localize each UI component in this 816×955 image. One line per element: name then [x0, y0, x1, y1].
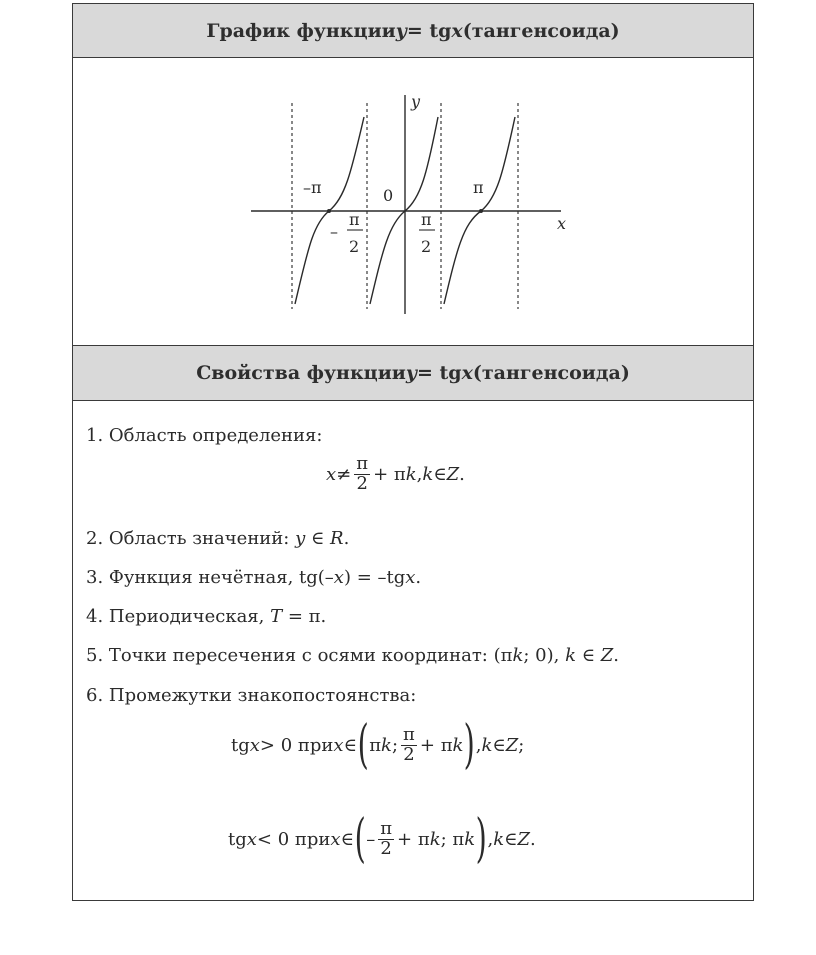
p2-in: ∈ [305, 528, 331, 549]
header2-y: y [405, 362, 417, 384]
p6b-minus: – [366, 828, 376, 850]
domain-formula [326, 455, 465, 494]
f1-neq: ≠ [336, 463, 352, 485]
p6a-rel: > 0 при [259, 734, 334, 756]
p6b-lparen: ( [354, 809, 366, 869]
p6b-Z: Z [517, 828, 530, 850]
negative-interval-formula [228, 809, 536, 869]
p5-k: k [512, 645, 524, 666]
f1-k2: k [422, 463, 434, 485]
p6b-plus: + π [397, 828, 430, 850]
property-1-text: 1. Область определения: [86, 425, 323, 446]
p6a-ak: k [381, 734, 392, 756]
properties-header [73, 345, 753, 401]
p6a-fraction [401, 723, 417, 765]
p6a-k: k [481, 734, 493, 756]
p6a-Z: Z [505, 734, 519, 756]
f1-fraction [354, 455, 370, 494]
p6b-end: . [529, 828, 536, 850]
p6a-comma: , [475, 734, 482, 756]
p3-mid: ) = –tg [343, 567, 406, 588]
p3-text: 3. Функция нечётная, tg(– [86, 567, 334, 588]
p5-text: 5. Точки пересечения с осями координат: (π [86, 645, 513, 666]
p5-in: ∈ [576, 645, 601, 666]
graph-header [73, 4, 753, 58]
properties-list [73, 401, 753, 900]
label-minus-pi: –π [303, 178, 322, 197]
f1-x: x [326, 463, 337, 485]
p2-end: . [343, 528, 350, 549]
label-minus-pi-half-sign: – [330, 222, 338, 241]
p5-Z: Z [600, 645, 614, 666]
p3-x: x [333, 567, 344, 588]
header1-eq: = tg [406, 19, 452, 42]
f1-tail2: , [416, 463, 423, 485]
header1-suffix: (тангенсоида) [462, 19, 620, 42]
axis-label-y: y [411, 92, 421, 111]
p6b-k: k [493, 828, 505, 850]
p3-x2: x [405, 567, 416, 588]
axis-label-x: x [557, 214, 567, 233]
point-pi [479, 209, 483, 213]
p6a-in2: ∈ [492, 734, 506, 756]
p6a-sep: ; [391, 734, 399, 756]
property-6 [86, 685, 416, 706]
header2-suffix: (тангенсоида) [472, 362, 630, 384]
p6a-plus: + π [419, 734, 453, 756]
p6b-num: π [380, 817, 393, 839]
p6b-den: 2 [380, 837, 392, 859]
label-minus-pi-half-den: 2 [349, 237, 360, 256]
f1-Z: Z [446, 463, 460, 485]
label-minus-pi-half-num: π [349, 210, 360, 229]
tangent-graph [73, 59, 752, 343]
f1-k: k [405, 463, 417, 485]
p6a-x: x [249, 734, 260, 756]
point-minus-pi [327, 209, 331, 213]
positive-interval-formula [231, 715, 525, 775]
header1-x: x [451, 19, 463, 42]
p6b-lhs: tg [228, 828, 247, 850]
p6b-bk: k [464, 828, 476, 850]
property-4 [86, 606, 326, 627]
f1-end: . [459, 463, 465, 485]
p6b-x: x [246, 828, 257, 850]
property-5 [86, 645, 619, 666]
header1-y: y [395, 19, 407, 42]
p6a-a: π [369, 734, 382, 756]
p6a-num: π [403, 723, 415, 745]
header2-prefix: Свойства функции [196, 362, 406, 384]
p6-text: 6. Промежутки знакопостоянства: [86, 685, 417, 706]
p6a-den: 2 [403, 743, 415, 765]
p6b-ak: k [429, 828, 441, 850]
p6a-lhs: tg [231, 734, 250, 756]
f1-num: π [356, 453, 369, 474]
origin-label: 0 [383, 186, 394, 205]
p4-end: = π. [282, 606, 327, 627]
p6b-in2: ∈ [504, 828, 518, 850]
property-3 [86, 567, 421, 588]
p5-mid: ; 0), [523, 645, 566, 666]
p3-end: . [415, 567, 422, 588]
p6a-in: ∈ [343, 734, 357, 756]
p6b-fraction [378, 817, 394, 859]
label-pi: π [473, 178, 484, 197]
p2-text: 2. Область значений: [86, 528, 296, 549]
p6a-bk: k [452, 734, 464, 756]
p6a-lparen: ( [357, 715, 369, 775]
p6b-comma: , [487, 828, 494, 850]
p4-text: 4. Периодическая, [86, 606, 271, 627]
f1-den: 2 [356, 472, 368, 494]
p6a-end: ; [518, 734, 525, 756]
property-2 [86, 528, 349, 549]
p6b-x2: x [330, 828, 341, 850]
p6a-rparen: ) [464, 715, 476, 775]
p2-R: R [330, 528, 344, 549]
p6a-x2: x [333, 734, 344, 756]
p6b-in: ∈ [340, 828, 354, 850]
p5-end: . [613, 645, 620, 666]
property-1 [86, 425, 322, 446]
label-pi-half-num: π [421, 210, 432, 229]
f1-tail1: + π [373, 463, 406, 485]
label-pi-half-den: 2 [421, 237, 432, 256]
p6b-sep: ; π [440, 828, 465, 850]
header2-eq: = tg [416, 362, 462, 384]
header1-prefix: График функции [206, 19, 396, 42]
tangent-card [72, 3, 754, 901]
f1-in: ∈ [433, 463, 447, 485]
p6b-rparen: ) [475, 809, 487, 869]
p6b-rel: < 0 при [256, 828, 331, 850]
p5-k2: k [565, 645, 576, 666]
p4-T: T [270, 606, 283, 627]
header2-x: x [461, 362, 473, 384]
p2-y: y [295, 528, 306, 549]
